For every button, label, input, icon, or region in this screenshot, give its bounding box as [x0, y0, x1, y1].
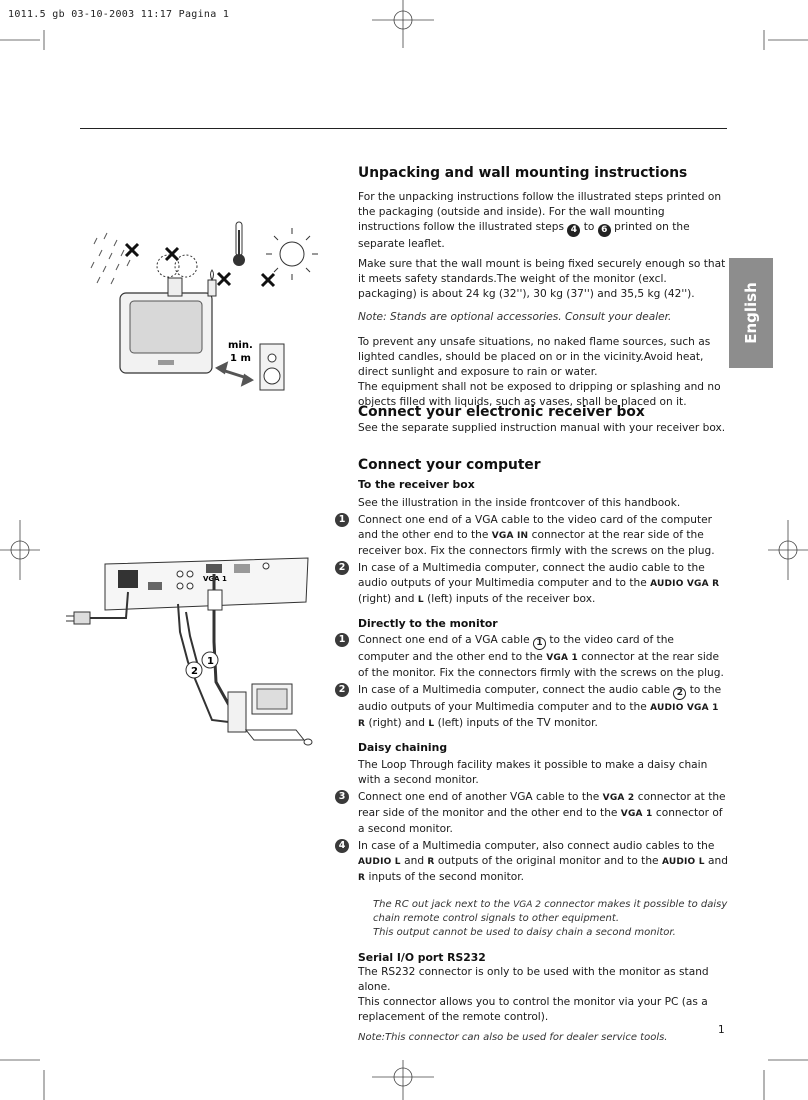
callout-2: 2 [191, 666, 198, 677]
crop-mark-top-left [0, 30, 60, 50]
unpacking-title: Unpacking and wall mounting instructions [358, 165, 688, 181]
step-bullet: 2 [335, 683, 349, 697]
cross-icon [166, 248, 178, 260]
rs232-note: Note:This connector can also be used for dealer service tools. [358, 1032, 668, 1043]
receiver-section [358, 403, 728, 441]
cross-icon [262, 274, 274, 286]
rs232-para-2: This connector allows you to control the monitor via your PC (as a replacement of the remote control). [358, 996, 708, 1023]
power-socket [118, 570, 138, 588]
monitor-subtitle: Directly to the monitor [358, 617, 498, 630]
rear-connection-illustration [60, 552, 320, 752]
header-rule [80, 128, 727, 129]
wall-mounting-illustration [82, 200, 322, 410]
candle-icon [208, 270, 216, 296]
step-6-icon: 6 [598, 224, 611, 237]
step-bullet: 4 [335, 839, 349, 853]
registration-mark-left [0, 520, 40, 580]
receiver-box-subtitle: To the receiver box [358, 478, 475, 491]
receiver-para: See the separate supplied instruction manual with your receiver box. [358, 422, 726, 434]
monitor-step-1: 1 Connect one end of a VGA cable 1 to the video card of the computer and the other end to the VGA 1 connector at the rear side of the monitor. Fix the connectors firmly with the screws on the plug. [358, 633, 728, 681]
cable-1-icon: 1 [533, 637, 546, 650]
step-bullet: 1 [335, 513, 349, 527]
receiver-title: Connect your electronic receiver box [358, 404, 645, 420]
language-tab-label: English [742, 282, 760, 344]
daisy-chain-intro: The Loop Through facility makes it possible to make a daisy chain with a second monitor. [358, 759, 708, 786]
computer-title: Connect your computer [358, 457, 541, 473]
rs232-subtitle: Serial I/O port RS232 [358, 951, 486, 964]
safety-para-1: To prevent any unsafe situations, no naked flame sources, such as lighted candles, should be placed on or in the vicinity.Avoid heat, direct sunlight and exposure to rain or water. [358, 336, 711, 378]
monitor-icon [120, 293, 212, 373]
distance-arrow-icon [218, 364, 251, 384]
distance-label-1m: 1 m [230, 353, 251, 364]
step-bullet: 1 [335, 633, 349, 647]
vase-icon [157, 255, 197, 296]
safety-para-2: The equipment shall not be exposed to dripping or splashing and no objects filled with liquids, such as vases, shall be placed on it. [358, 381, 721, 408]
daisy-step-3: 3 Connect one end of another VGA cable to the VGA 2 connector at the rear side of the monitor and the other end to the VGA 1 connector of a second monitor. [358, 790, 728, 837]
unpacking-para-2: Make sure that the wall mount is being fixed securely enough so that it meets safety standards.The weight of the monitor (excl. packaging) is about 24 kg (32''), 30 kg (37'') and 35,5 kg (42''). [358, 258, 726, 300]
language-tab [729, 258, 773, 368]
daisy-chain-subtitle: Daisy chaining [358, 741, 448, 754]
vga2-port [234, 564, 250, 573]
receiver-step-1: 1 Connect one end of a VGA cable to the video card of the computer and the other end to the VGA IN connector at the rear side of the receiver box. Fix the connectors firmly with the screws on the plug. [358, 513, 728, 559]
speaker-icon [260, 344, 284, 390]
rain-icon [91, 233, 130, 284]
receiver-box-intro: See the illustration in the inside frontcover of this handbook. [358, 497, 681, 509]
rc-out-note: The RC out jack next to the VGA 2 connector makes it possible to daisy chain remote control signals to other equipment. This output cannot be used to daisy chain a second monitor. [373, 899, 728, 938]
crop-mark-top-right [748, 30, 808, 50]
unpacking-section [358, 164, 728, 415]
rs232-para-1: The RS232 connector is only to be used with the monitor as stand alone. [358, 966, 709, 993]
unpacking-para-1: For the unpacking instructions follow the illustrated steps printed on the packaging (outside and inside). For the wall mounting instructions follow the illustrated steps 4 to 6 printed on the separate leaflet. [358, 191, 722, 250]
computer-section [338, 456, 728, 1050]
distance-label-min: min. [228, 340, 253, 351]
sun-icon [266, 228, 318, 280]
step-4-icon: 4 [567, 224, 580, 237]
registration-mark-top [372, 0, 434, 48]
registration-mark-right [768, 520, 808, 580]
crop-mark-bottom-right [748, 1050, 808, 1100]
power-plug-icon [66, 612, 90, 624]
monitor-step-2: 2 In case of a Multimedia computer, connect the audio cable 2 to the audio outputs of your Multimedia computer and to the AUDIO VGA 1 R (right) and L (left) inputs of the TV monitor. [358, 683, 728, 732]
daisy-step-4: 4 In case of a Multimedia computer, also connect audio cables to the AUDIO L and R outputs of the original monitor and to the AUDIO L and R inputs of the second monitor. [358, 839, 728, 886]
callout-1: 1 [207, 656, 214, 667]
cross-icon [218, 273, 230, 285]
step-bullet: 2 [335, 561, 349, 575]
stands-note: Note: Stands are optional accessories. Consult your dealer. [358, 311, 672, 323]
registration-mark-bottom [372, 1060, 434, 1100]
vga1-port [206, 564, 222, 573]
cable-2-icon: 2 [673, 687, 686, 700]
crop-mark-bottom-left [0, 1050, 60, 1100]
step-bullet: 3 [335, 790, 349, 804]
page-number: 1 [718, 1024, 725, 1036]
computer-icon [228, 684, 312, 745]
receiver-step-2: 2 In case of a Multimedia computer, connect the audio cable to the audio outputs of your Multimedia computer and to the AUDIO VGA R (right) and L (left) inputs of the receiver box. [358, 561, 728, 608]
cross-icon [126, 244, 138, 256]
thermometer-icon [233, 222, 245, 266]
print-header: 1011.5 gb 03-10-2003 11:17 Pagina 1 [8, 9, 230, 20]
vga1-label: VGA 1 [203, 575, 227, 583]
